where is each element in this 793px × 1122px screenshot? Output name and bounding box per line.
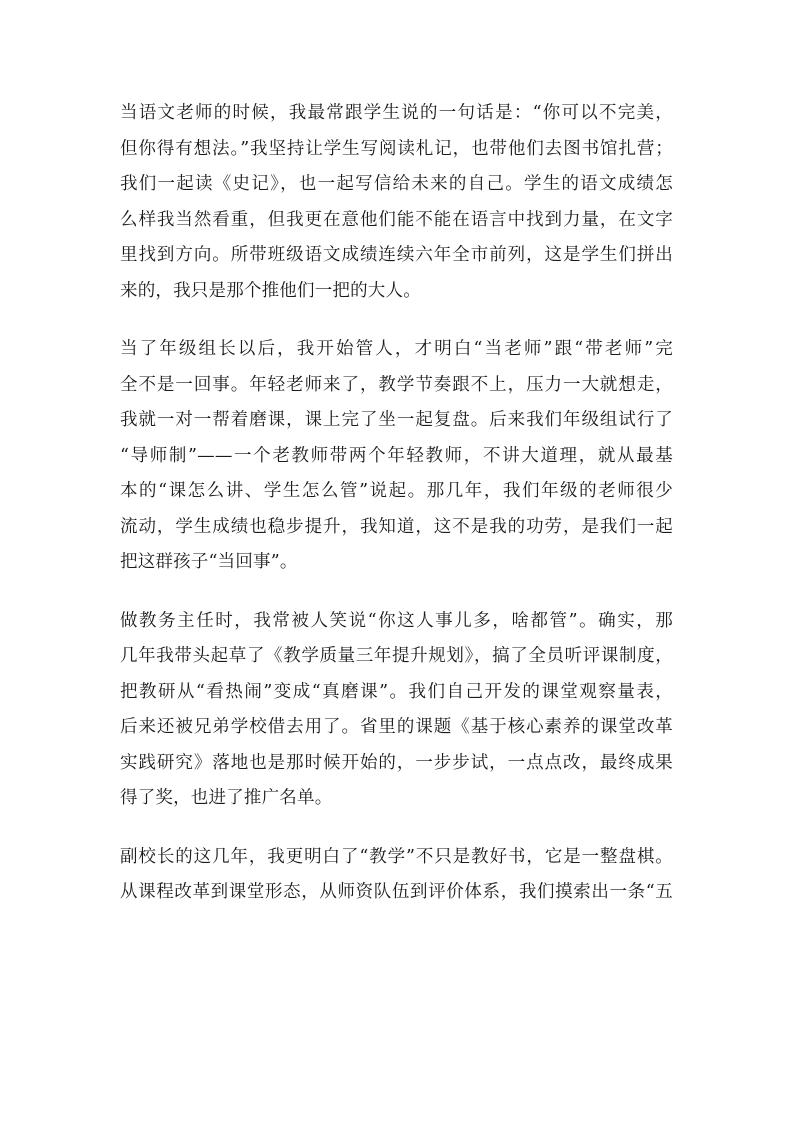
text-line: 实践研究》落地也是那时候开始的，一步步试，一点点改，最终成果 [120,752,673,773]
paragraph-chinese-teacher [120,96,673,309]
text-line: 流动，学生成绩也稳步提升，我知道，这不是我的功劳，是我们一起 [120,516,673,537]
paragraph-vice-principal [120,840,673,911]
text-line: 全不是一回事。年轻老师来了，教学节奏跟不上，压力一大就想走， [120,374,673,395]
text-line: 做教务主任时，我常被人笑说“你这人事儿多，啥都管”。确实，那 [120,610,673,631]
text-line: 几年我带头起草了《教学质量三年提升规划》，搞了全员听评课制度， [120,646,673,666]
text-line: 我们一起读《史记》，也一起写信给未来的自己。学生的语文成绩怎 [120,174,673,194]
text-line: 后来还被兄弟学校借去用了。省里的课题《基于核心素养的课堂改革 [120,717,673,737]
text-line: 得了奖，也进了推广名单。 [120,788,333,808]
text-line: 从课程改革到课堂形态，从师资队伍到评价体系，我们摸索出一条“五 [120,882,673,902]
text-line: “导师制”——一个老教师带两个年轻教师，不讲大道理，就从最基 [120,445,673,466]
paragraph-grade-leader [120,332,673,581]
text-line: 里找到方向。所带班级语文成绩连续六年全市前列，这是学生们拼出 [120,245,673,265]
text-line: 当语文老师的时候，我最常跟学生说的一句话是：“你可以不完美， [120,103,673,123]
paragraph-academic-director [120,604,673,817]
text-line: 但你得有想法。”我坚持让学生写阅读札记，也带他们去图书馆扎营； [120,138,673,159]
text-line: 么样我当然看重，但我更在意他们能不能在语言中找到力量，在文字 [120,209,673,230]
text-line: 把这群孩子“当回事”。 [120,552,298,572]
text-line: 副校长的这几年，我更明白了“教学”不只是教好书，它是一整盘棋。 [120,846,673,867]
body-text [120,96,673,934]
text-line: 把教研从“看热闹”变成“真磨课”。我们自己开发的课堂观察量表， [120,681,673,702]
text-line: 当了年级组长以后，我开始管人，才明白“当老师”跟“带老师”完 [120,339,673,359]
text-line: 来的，我只是那个推他们一把的大人。 [120,280,421,301]
text-line: 本的“课怎么讲、学生怎么管”说起。那几年，我们年级的老师很少 [120,481,673,501]
text-line: 我就一对一帮着磨课，课上完了坐一起复盘。后来我们年级组试行了 [120,410,673,430]
